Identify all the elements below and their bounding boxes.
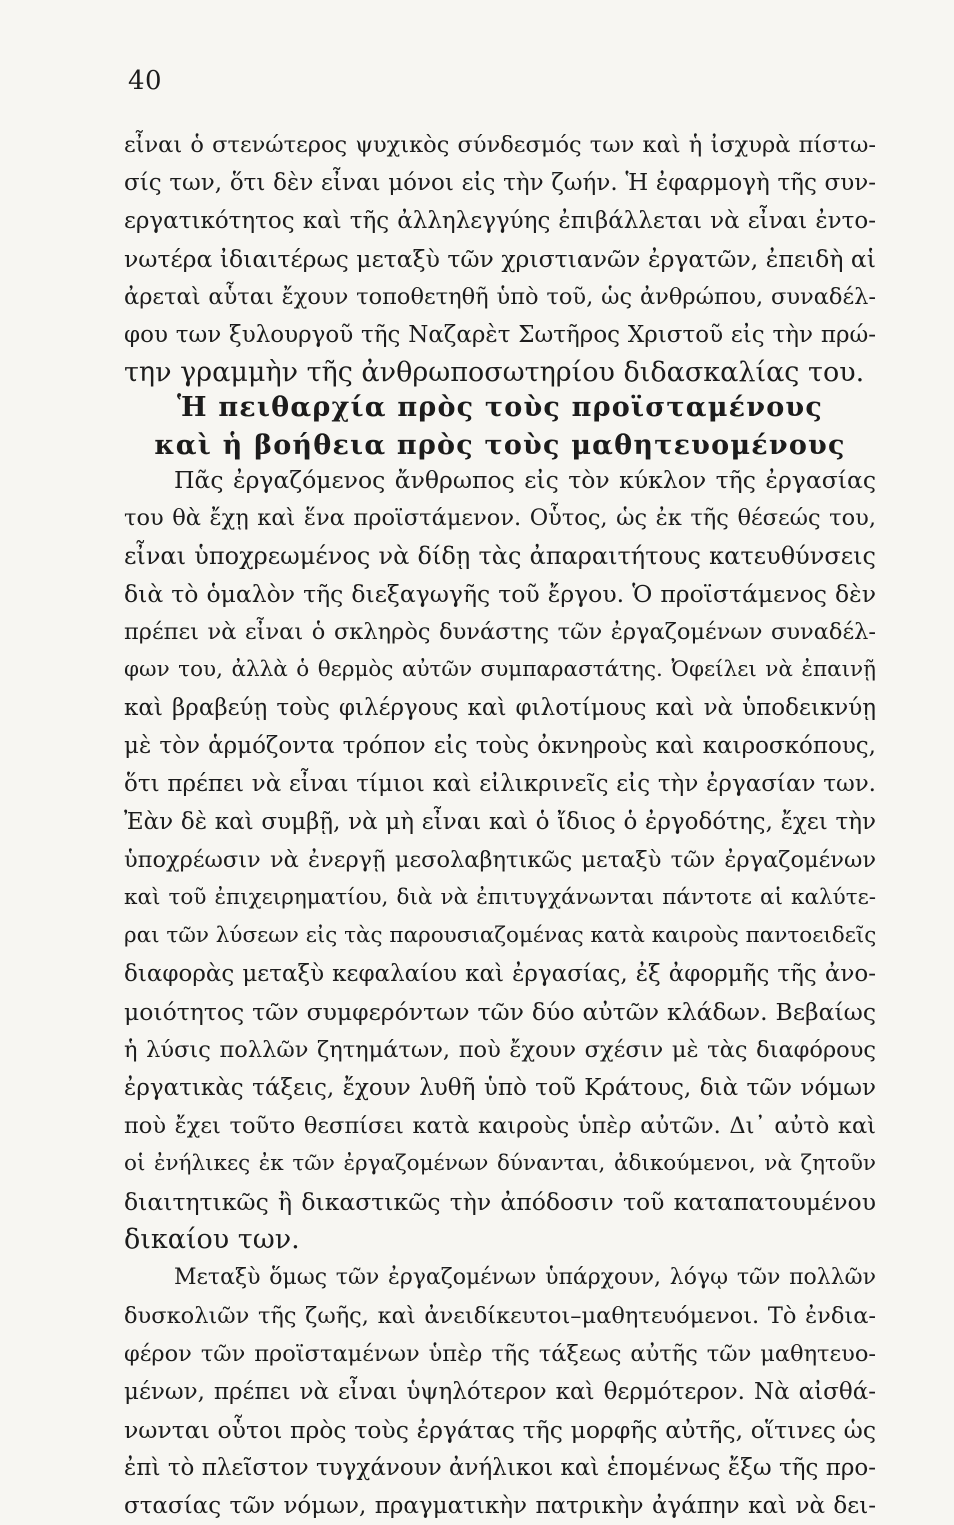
paragraph-opening (124, 126, 876, 392)
paragraph-body (124, 461, 876, 1525)
text-line: καὶ βραβεύῃ τοὺς φιλέργους καὶ φιλοτίμους καὶ νὰ ὑποδεικνύῃ (124, 695, 876, 721)
text-line: Ἐὰν δὲ καὶ συμβῇ, νὰ μὴ εἶναι καὶ ὁ ἴδιος ὁ ἐργοδότης, ἔχει τὴν (124, 809, 876, 835)
text-line: του θὰ ἔχῃ καὶ ἕνα προϊστάμενον. Οὗτος, ὡς ἐκ τῆς θέσεώς του, (124, 505, 876, 531)
text-line: ἡ λύσις πολλῶν ζητημάτων, ποὺ ἔχουν σχέσιν μὲ τὰς διαφόρους (124, 1037, 876, 1063)
text-line: ἐπὶ τὸ πλεῖστον τυγχάνουν ἀνήλικοι καὶ ἑπομένως ἔξω τῆς προ- (124, 1455, 876, 1481)
text-line: σίς των, ὅτι δὲν εἶναι μόνοι εἰς τὴν ζωήν. Ἡ ἐφαρμογὴ τῆς συν- (124, 170, 876, 196)
text-line: ἀρεταὶ αὗται ἔχουν τοποθετηθῆ ὑπὸ τοῦ, ὡς ἀνθρώπου, συναδέλ- (124, 284, 876, 310)
text-line: καὶ τοῦ ἐπιχειρηματίου, διὰ νὰ ἐπιτυγχάνωνται πάντοτε αἱ καλύτε- (124, 885, 876, 910)
section-heading (124, 389, 876, 465)
text-line: δυσκολιῶν τῆς ζωῆς, καὶ ἀνειδίκευτοι–μαθητευόμενοι. Τὸ ἐνδια- (124, 1303, 876, 1329)
text-line: Πᾶς ἐργαζόμενος ἄνθρωπος εἰς τὸν κύκλον τῆς ἐργασίας (174, 466, 876, 494)
text-line: διαφορὰς μεταξὺ κεφαλαίου καὶ ἐργασίας, ἐξ ἀφορμῆς τῆς ἀνο- (124, 961, 876, 987)
text-line: ποὺ ἔχει τοῦτο θεσπίσει κατὰ καιροὺς ὑπὲρ αὐτῶν. Δι᾿ αὐτὸ καὶ (124, 1113, 876, 1139)
text-line: δικαίου των. (124, 1224, 300, 1255)
text-line: μὲ τὸν ἁρμόζοντα τρόπον εἰς τοὺς ὀκνηροὺς καὶ καιροσκόπους, (124, 733, 876, 759)
text-line: οἱ ἐνήλικες ἐκ τῶν ἐργαζομένων δύνανται, ἀδικούμενοι, νὰ ζητοῦν (124, 1151, 876, 1176)
text-line: νωνται οὗτοι πρὸς τοὺς ἐργάτας τῆς μορφῆς αὐτῆς, οἵτινες ὡς (124, 1416, 876, 1444)
text-line: την γραμμὴν τῆς ἀνθρωποσωτηρίου διδασκαλίας του. (124, 357, 865, 388)
text-line: διὰ τὸ ὁμαλὸν τῆς διεξαγωγῆς τοῦ ἔργου. Ὁ προϊστάμενος δὲν (124, 580, 876, 608)
page-number: 40 (128, 66, 163, 96)
text-line: μοιότητος τῶν συμφερόντων τῶν δύο αὐτῶν κλάδων. Βεβαίως (124, 998, 876, 1026)
text-line: μένων, πρέπει νὰ εἶναι ὑψηλότερον καὶ θερμότερον. Νὰ αἰσθά- (124, 1379, 876, 1405)
text-line: φων του, ἀλλὰ ὁ θερμὸς αὐτῶν συμπαραστάτης. Ὀφείλει νὰ ἐπαινῇ (124, 657, 876, 682)
text-line: εἶναι ὁ στενώτερος ψυχικὸς σύνδεσμός των καὶ ἡ ἰσχυρὰ πίστω- (124, 132, 876, 158)
heading-line: Ἡ πειθαρχία πρὸς τοὺς προϊσταμένους (177, 392, 823, 423)
text-line: εἶναι ὑποχρεωμένος νὰ δίδῃ τὰς ἀπαραιτήτους κατευθύνσεις (124, 542, 876, 570)
text-line: ὑποχρέωσιν νὰ ἐνεργῇ μεσολαβητικῶς μεταξὺ τῶν ἐργαζομένων (124, 847, 876, 873)
text-line: Μεταξὺ ὅμως τῶν ἐργαζομένων ὑπάρχουν, λόγῳ τῶν πολλῶν (174, 1265, 876, 1290)
text-line: στασίας τῶν νόμων, πραγματικὴν πατρικὴν ἀγάπην καὶ νὰ δει- (124, 1493, 876, 1519)
text-line: διαιτητικῶς ἢ δικαστικῶς τὴν ἀπόδοσιν τοῦ καταπατουμένου (124, 1188, 876, 1216)
text-line: νωτέρα ἰδιαιτέρως μεταξὺ τῶν χριστιανῶν ἐργατῶν, ἐπειδὴ αἱ (124, 245, 876, 273)
text-line: φου των ξυλουργοῦ τῆς Ναζαρὲτ Σωτῆρος Χριστοῦ εἰς τὴν πρώ- (124, 322, 876, 348)
text-line: φέρον τῶν προϊσταμένων ὑπὲρ τῆς τάξεως αὐτῆς τῶν μαθητευο- (124, 1341, 876, 1367)
text-line: ραι τῶν λύσεων εἰς τὰς παρουσιαζομένας κατὰ καιροὺς παντοειδεῖς (124, 923, 877, 948)
heading-line: καὶ ἡ βοήθεια πρὸς τοὺς μαθητευομένους (154, 430, 846, 461)
text-line: ἐργατικὰς τάξεις, ἔχουν λυθῆ ὑπὸ τοῦ Κράτους, διὰ τῶν νόμων (124, 1075, 876, 1101)
text-line: πρέπει νὰ εἶναι ὁ σκληρὸς δυνάστης τῶν ἐργαζομένων συναδέλ- (124, 619, 876, 645)
text-line: ὅτι πρέπει νὰ εἶναι τίμιοι καὶ εἰλικρινεῖς εἰς τὴν ἐργασίαν των. (124, 771, 876, 797)
text-line: εργατικότητος καὶ τῆς ἀλληλεγγύης ἐπιβάλλεται νὰ εἶναι ἐντο- (124, 208, 876, 234)
